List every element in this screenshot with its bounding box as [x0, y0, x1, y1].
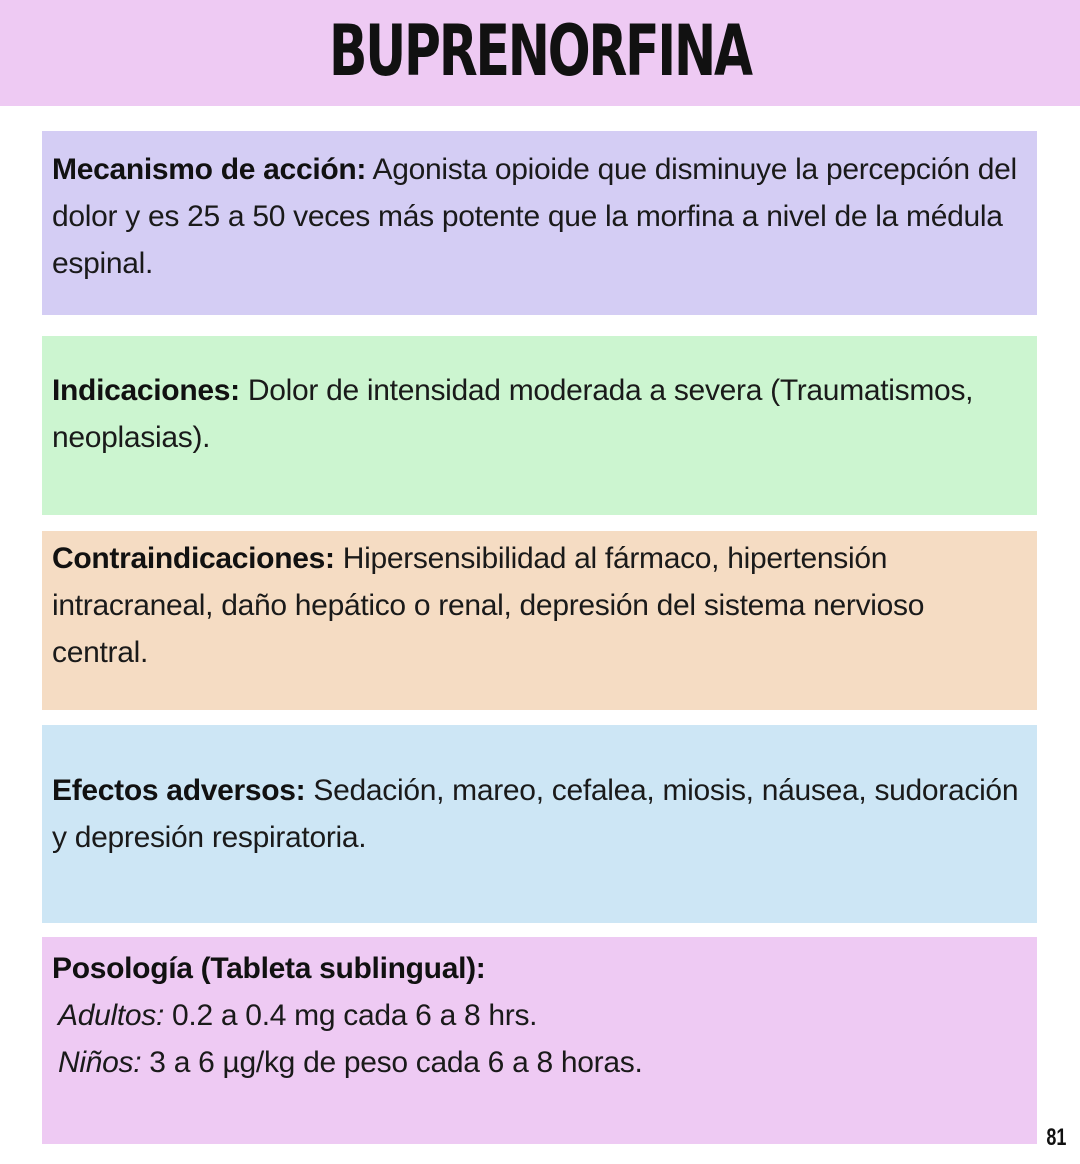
dose-text: 3 a 6 µg/kg de peso cada 6 a 8 horas. — [149, 1046, 643, 1079]
section-label: Posología (Tableta sublingual): — [52, 952, 486, 985]
dose-ninos — [52, 1039, 1027, 1086]
section-posologia — [42, 937, 1037, 1144]
section-text: Hipersensibilidad al fármaco, hipertensión intracraneal, daño hepático o renal, depresión del sistema nervioso central. — [52, 542, 925, 669]
section-contraindicaciones — [42, 531, 1037, 710]
section-indicaciones — [42, 336, 1037, 515]
dose-adultos — [52, 992, 1027, 1039]
page-number: 81 — [1046, 1124, 1067, 1151]
section-label: Efectos adversos: — [52, 774, 306, 807]
section-label: Mecanismo de acción: — [52, 153, 367, 186]
page-title: BUPRENORFINA — [329, 10, 751, 92]
section-text: Dolor de intensidad moderada a severa (Traumatismos, neoplasias). — [52, 374, 974, 454]
section-efectos-adversos — [42, 725, 1037, 923]
section-label: Indicaciones: — [52, 374, 240, 407]
title-banner — [0, 0, 1080, 106]
section-mecanismo — [42, 131, 1037, 315]
dose-label: Niños: — [58, 1046, 142, 1079]
section-label: Contraindicaciones: — [52, 542, 335, 575]
dose-label: Adultos: — [58, 999, 164, 1032]
section-text: Agonista opioide que disminuye la percepción del dolor y es 25 a 50 veces más potente que la morfina a nivel de la médula espinal. — [52, 153, 1017, 280]
dose-text: 0.2 a 0.4 mg cada 6 a 8 hrs. — [172, 999, 538, 1032]
section-text: Sedación, mareo, cefalea, miosis, náusea, sudoración y depresión respiratoria. — [52, 774, 1019, 854]
